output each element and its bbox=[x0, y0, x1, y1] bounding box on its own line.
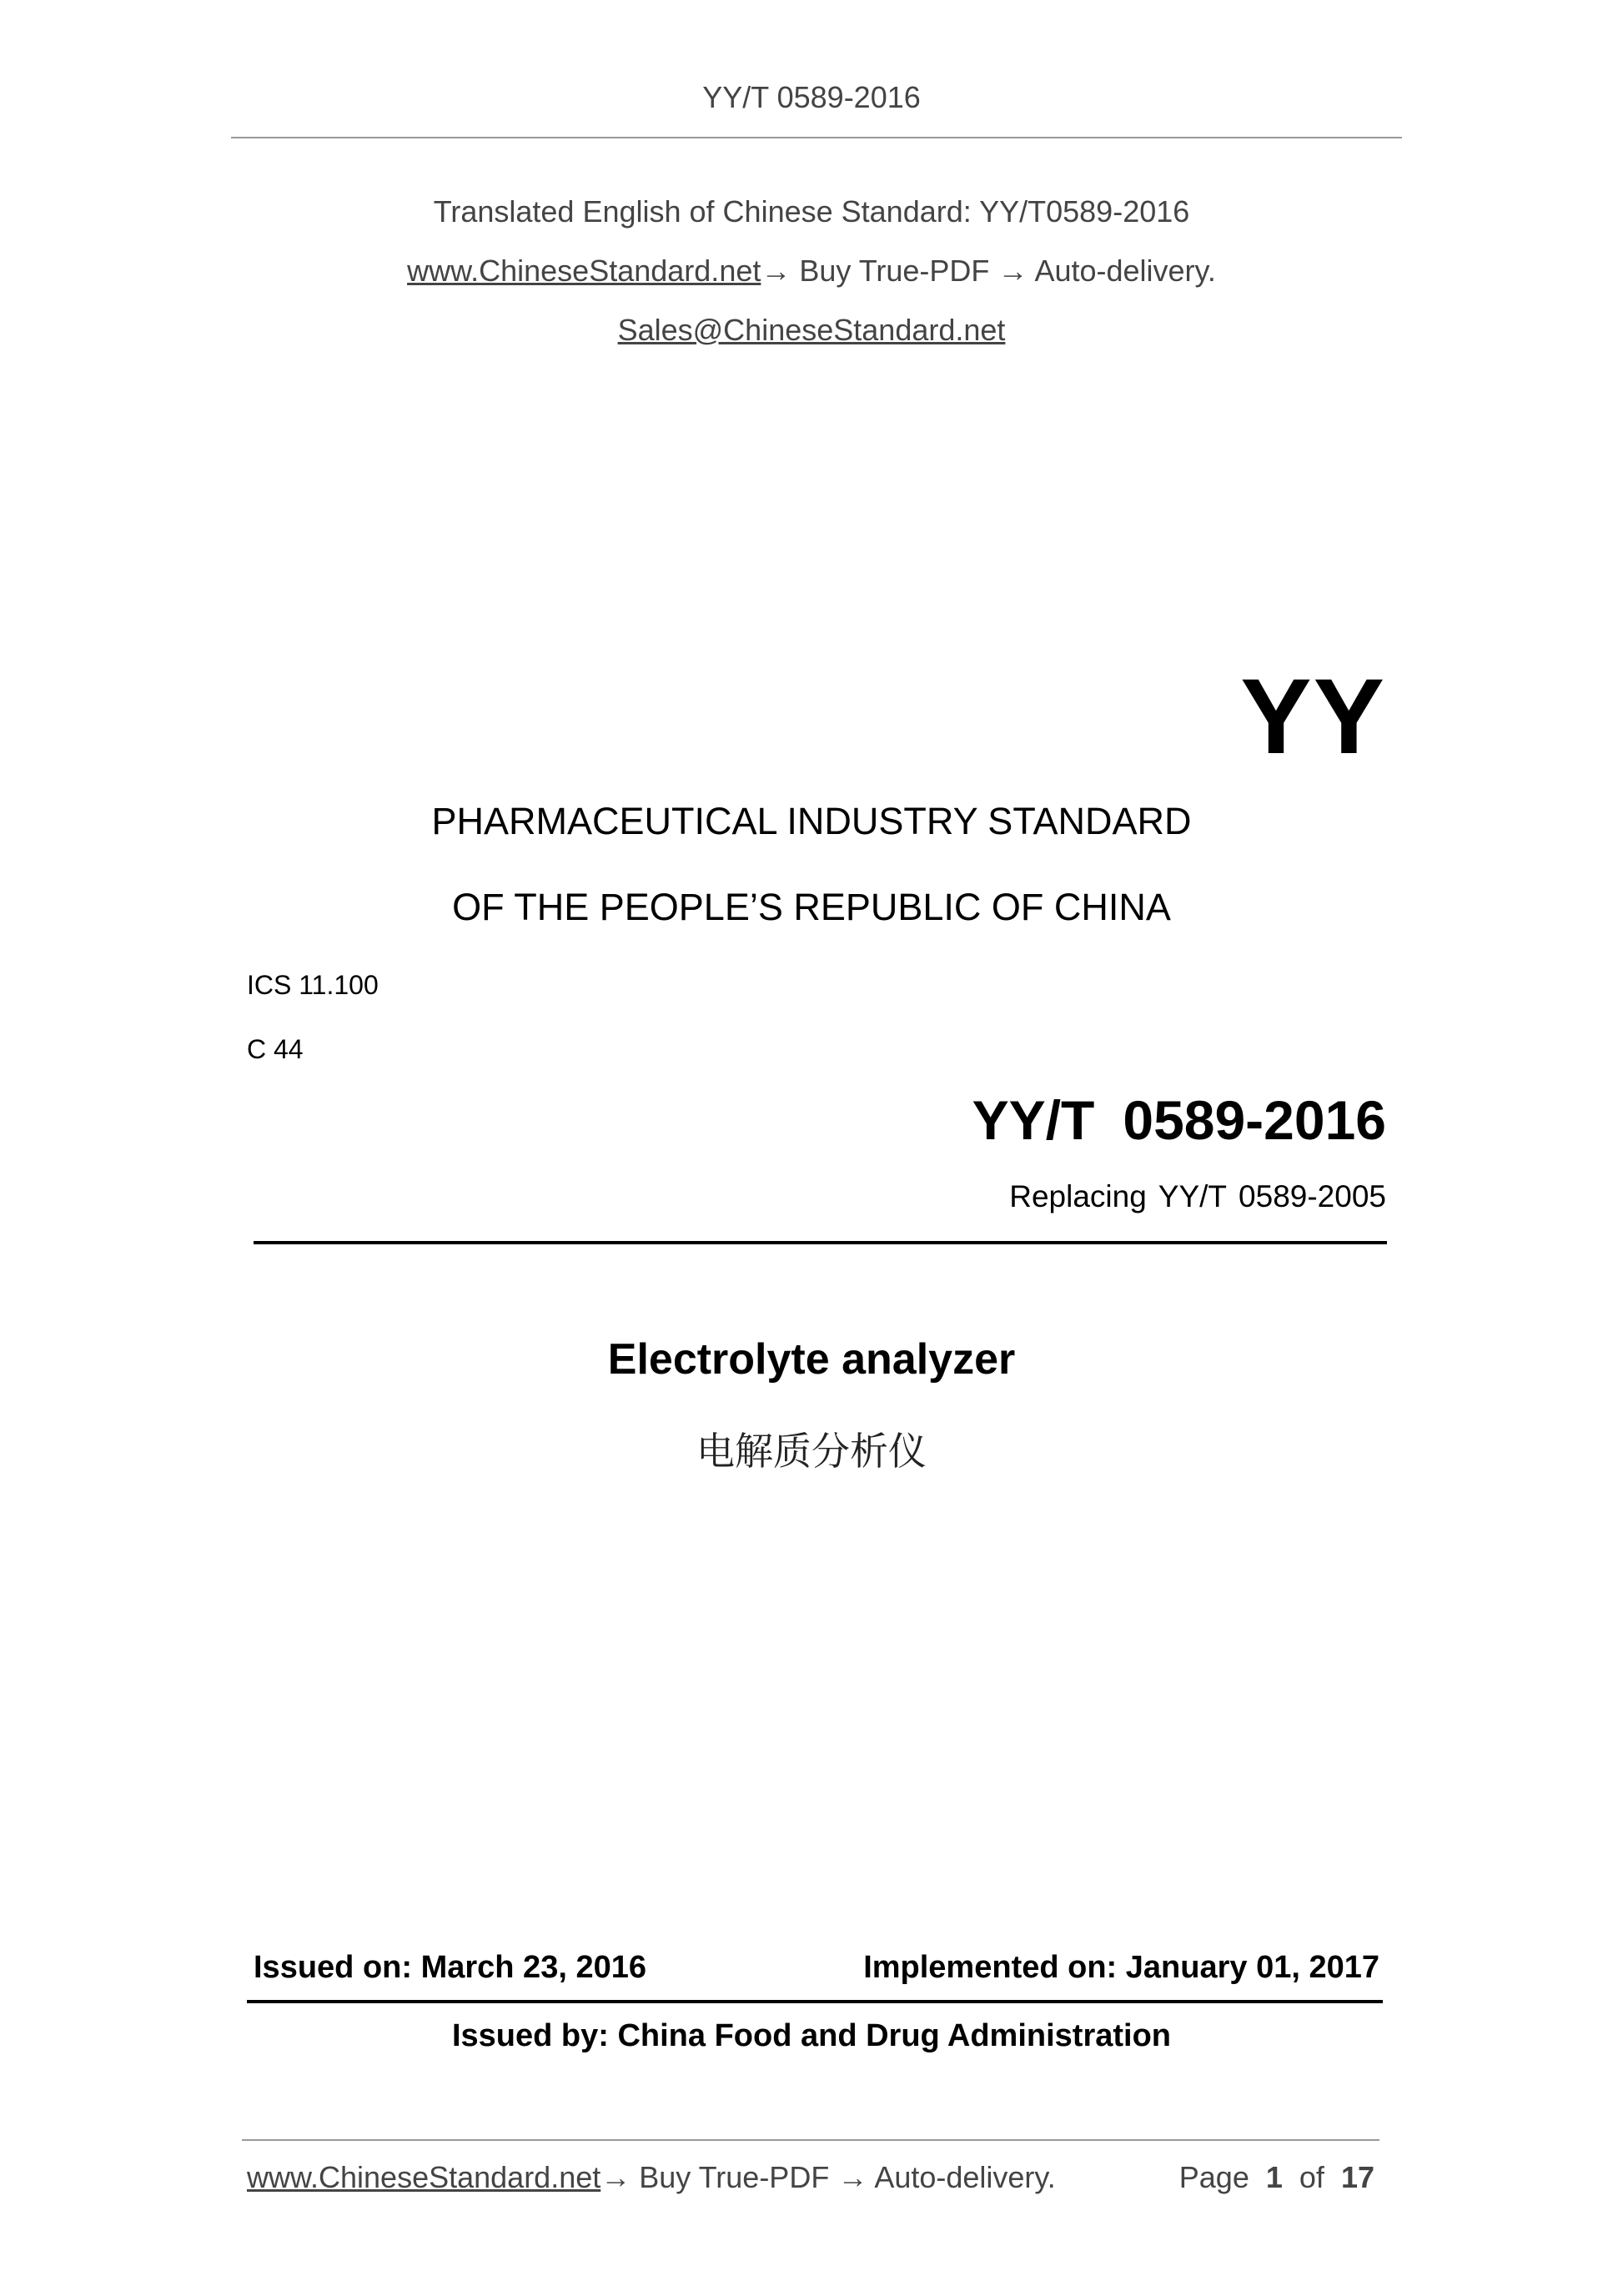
document-number-value: 0589-2016 bbox=[1123, 1089, 1386, 1151]
replacing-number: 0589-2005 bbox=[1239, 1179, 1386, 1213]
site-link[interactable]: www.ChineseStandard.net bbox=[407, 254, 761, 288]
implemented-on-date: Implemented on: January 01, 2017 bbox=[863, 1950, 1379, 1985]
standard-code-mark: YY bbox=[1240, 657, 1386, 776]
page-indicator bbox=[1179, 2160, 1374, 2195]
page-total: 17 bbox=[1340, 2160, 1374, 2194]
replacing-prefix: YY/T bbox=[1158, 1179, 1228, 1213]
arrow-icon: → bbox=[761, 254, 791, 288]
footer-auto-delivery-text: Auto-delivery. bbox=[867, 2160, 1056, 2194]
auto-delivery-text: Auto-delivery. bbox=[1028, 254, 1216, 288]
standard-category-line1: PHARMACEUTICAL INDUSTRY STANDARD bbox=[431, 800, 1192, 842]
document-number bbox=[972, 1088, 1386, 1152]
title-divider bbox=[254, 1241, 1387, 1244]
issue-divider bbox=[247, 2000, 1383, 2003]
arrow-icon: → bbox=[837, 2160, 868, 2194]
footer-buy-text: Buy True-PDF bbox=[631, 2160, 838, 2194]
footer-divider bbox=[242, 2139, 1379, 2141]
ccs-code: C 44 bbox=[247, 1034, 304, 1064]
purchase-line bbox=[0, 254, 1623, 289]
of-label: of bbox=[1299, 2160, 1324, 2194]
running-header: YY/T 0589-2016 bbox=[702, 80, 921, 114]
buy-text: Buy True-PDF bbox=[791, 254, 998, 288]
translation-notice: Translated English of Chinese Standard: YY/T0589-2016 bbox=[433, 194, 1190, 229]
page-current: 1 bbox=[1265, 2160, 1283, 2194]
replacing-note bbox=[1009, 1179, 1386, 1214]
issuing-authority: Issued by: China Food and Drug Administration bbox=[451, 2018, 1172, 2053]
standard-category-line2: OF THE PEOPLE’S REPUBLIC OF CHINA bbox=[452, 886, 1171, 928]
email-link[interactable]: Sales@ChineseStandard.net bbox=[617, 313, 1006, 347]
page-label: Page bbox=[1178, 2160, 1249, 2194]
header-divider bbox=[231, 137, 1402, 138]
document-number-prefix: YY/T bbox=[972, 1089, 1095, 1151]
replacing-label: Replacing bbox=[1009, 1179, 1147, 1213]
document-title-chinese: 电解质分析仪 bbox=[696, 1429, 927, 1474]
arrow-icon: → bbox=[997, 254, 1028, 288]
ics-code: ICS 11.100 bbox=[247, 970, 379, 1000]
footer-purchase-line bbox=[247, 2160, 1056, 2195]
arrow-icon: → bbox=[600, 2160, 631, 2194]
issued-on-date: Issued on: March 23, 2016 bbox=[254, 1950, 646, 1985]
email-line bbox=[0, 313, 1623, 348]
footer-site-link[interactable]: www.ChineseStandard.net bbox=[247, 2160, 601, 2194]
document-title-english: Electrolyte analyzer bbox=[607, 1335, 1016, 1384]
